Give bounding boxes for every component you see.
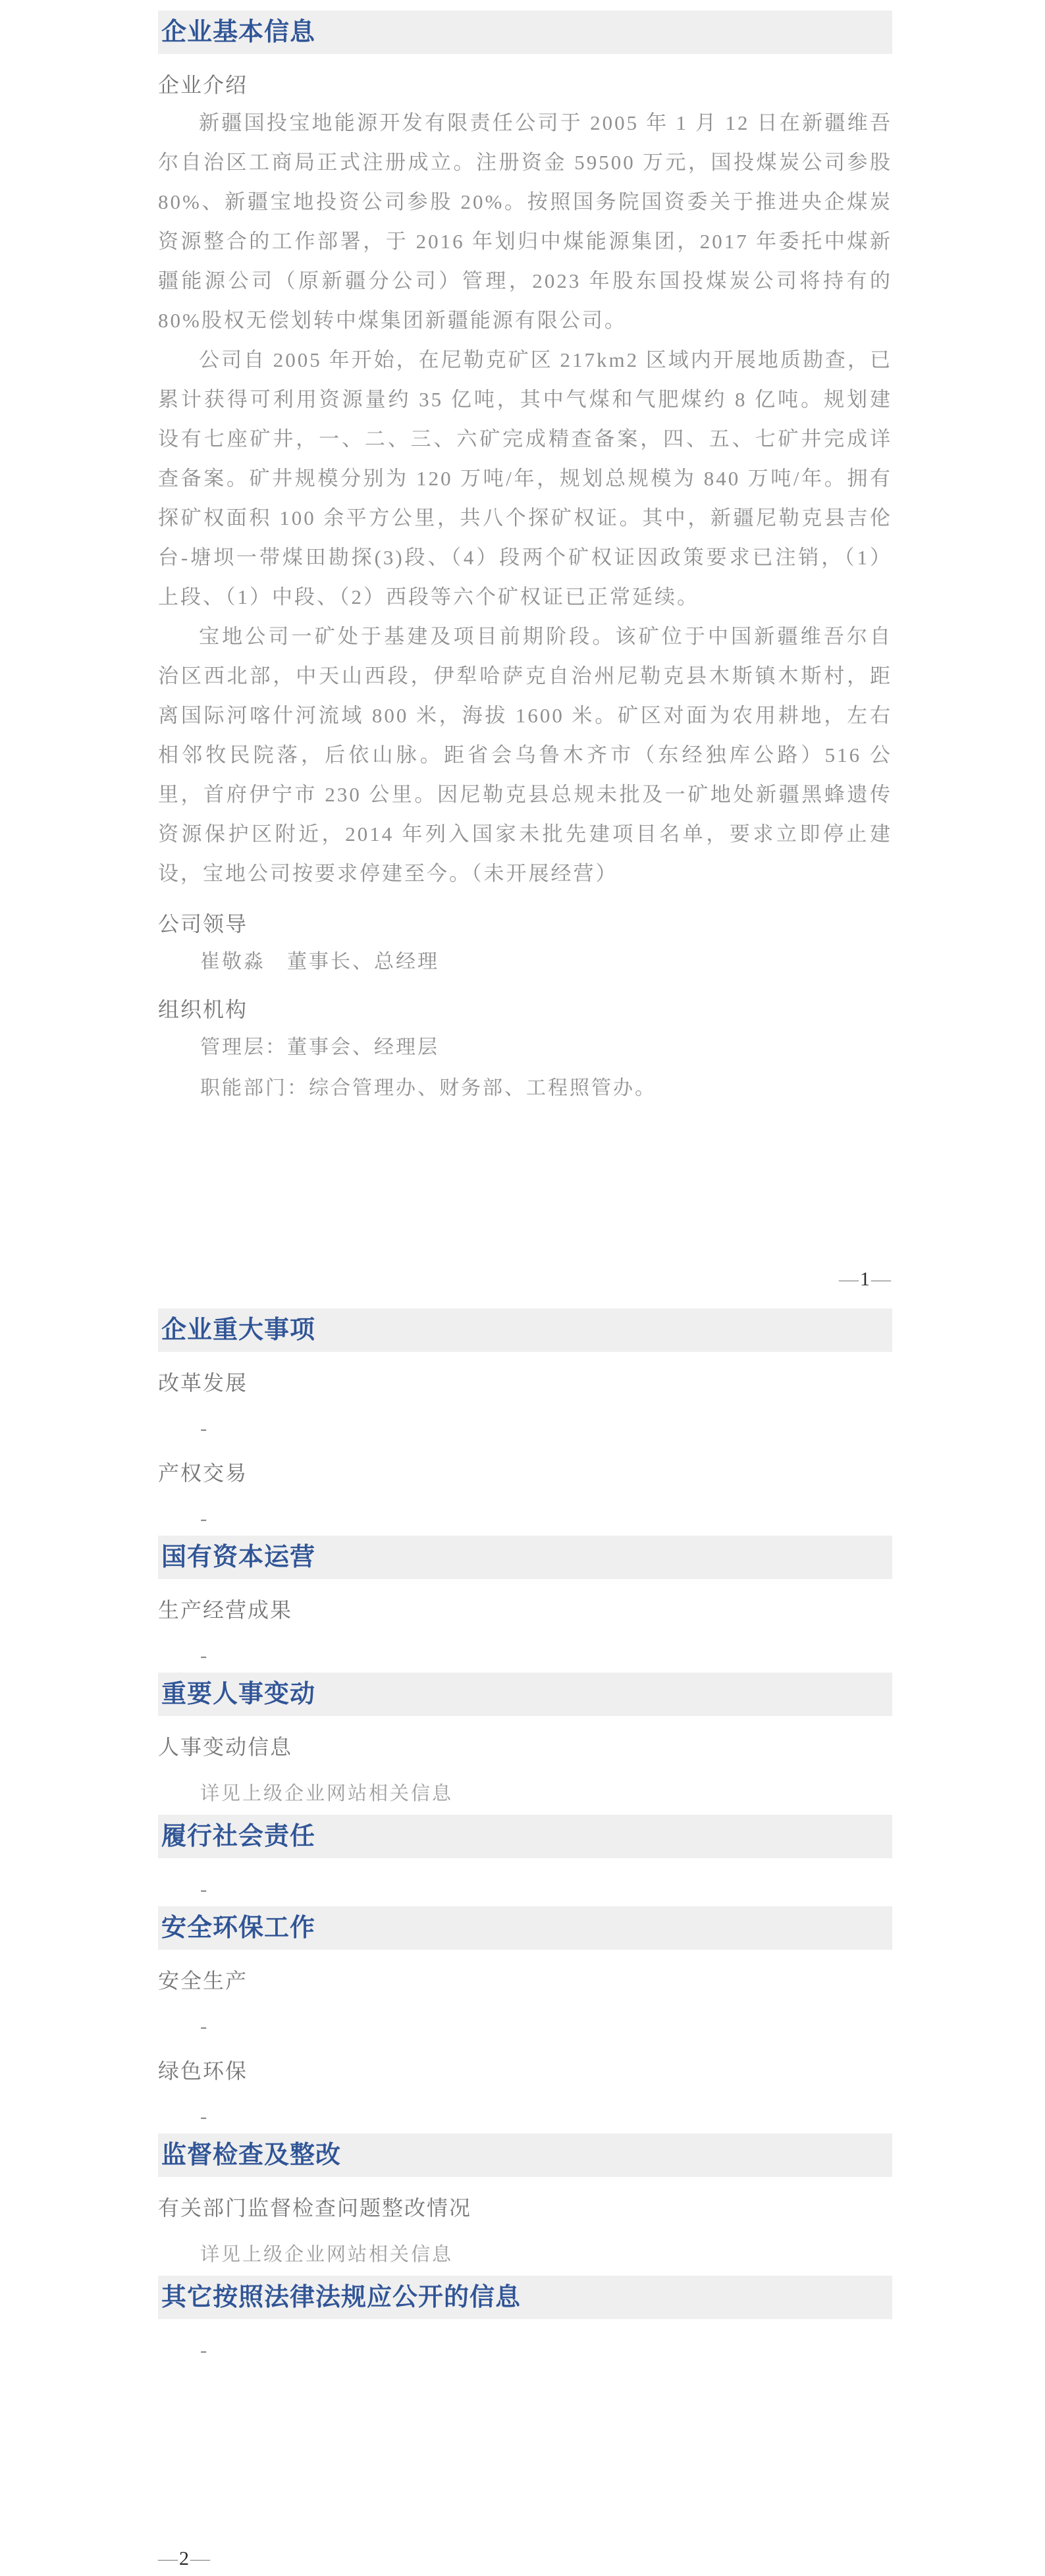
page-number-dash-right: — [871, 1268, 892, 1290]
document-content [158, 0, 892, 2361]
page-number-2 [158, 2547, 211, 2571]
see-parent-site-note: 详见上级企业网站相关信息 [200, 2244, 454, 2265]
placeholder-dash: - [200, 1877, 207, 1900]
subsection-heading-operating-results: 生产经营成果 [158, 1598, 293, 1622]
section-header-title: 其它按照法律法规应公开的信息 [161, 2284, 522, 2311]
section-header-bar-personnel-changes [158, 1673, 892, 1716]
body-paragraph-1: 新疆国投宝地能源开发有限责任公司于 2005 年 1 月 12 日在新疆维吾尔自治区工商局正式注册成立。注册资金 59500 万元，国投煤炭公司参股 80%、新疆宝地投资公司参股 20%。按照国务院国资委关于推进央企煤炭资源整合的工作部署，于 2016 年划归中煤能源集团，2017 年委托中煤新疆能源公司（原新疆分公司）管理，2023 年股东国投煤炭公司将持有的 80%股权无偿划转中煤集团新疆能源有限公司。 [158, 111, 892, 332]
section-header-title: 监督检查及整改 [161, 2141, 342, 2169]
section-header-title: 企业基本信息 [161, 18, 316, 46]
section-header-title: 重要人事变动 [161, 1680, 316, 1708]
section-header-title: 安全环保工作 [161, 1914, 316, 1942]
subsection-heading-inspection-rectification: 有关部门监督检查问题整改情况 [158, 2196, 472, 2220]
subsection-heading-property-trading: 产权交易 [158, 1461, 248, 1485]
page-number-dash-left: — [158, 2548, 179, 2569]
subsection-heading-company-intro: 企业介绍 [158, 73, 248, 97]
page-number-dash-right: — [190, 2548, 211, 2569]
subsection-heading-green-environment: 绿色环保 [158, 2059, 248, 2083]
placeholder-dash: - [200, 1644, 207, 1667]
see-parent-site-note: 详见上级企业网站相关信息 [200, 1783, 454, 1804]
org-management-line: 管理层：董事会、经理层 [200, 1036, 439, 1058]
section-header-bar-basic-info [158, 11, 892, 54]
section-header-title: 履行社会责任 [161, 1823, 316, 1850]
subsection-heading-organization: 组织机构 [158, 998, 248, 1021]
placeholder-dash: - [200, 2014, 207, 2037]
placeholder-dash: - [200, 2338, 207, 2361]
section-header-bar-supervision-rectification [158, 2133, 892, 2177]
org-departments-line: 职能部门：综合管理办、财务部、工程照管办。 [200, 1077, 656, 1099]
subsection-heading-personnel-info: 人事变动信息 [158, 1735, 293, 1759]
section-header-bar-social-responsibility [158, 1815, 892, 1858]
section-header-bar-major-matters [158, 1308, 892, 1352]
placeholder-dash: - [200, 2105, 207, 2128]
section-header-title: 企业重大事项 [161, 1316, 316, 1344]
body-paragraph-3: 宝地公司一矿处于基建及项目前期阶段。该矿位于中国新疆维吾尔自治区西北部，中天山西段，伊犁哈萨克自治州尼勒克县木斯镇木斯村，距离国际河喀什河流域 800 米，海拔 1600 米。矿区对面为农用耕地，左右相邻牧民院落，后依山脉。距省会乌鲁木齐市（东经独库公路）516 公里，首府伊宁市 230 公里。因尼勒克县总规未批及一矿地处新疆黑蜂遗传资源保护区附近，2014 年列入国家未批先建项目名单，要求立即停止建设，宝地公司按要求停建至今。（未开展经营） [158, 625, 892, 885]
subsection-heading-company-leaders: 公司领导 [158, 912, 248, 936]
section-header-title: 国有资本运营 [161, 1543, 316, 1571]
page-number-1 [158, 1268, 892, 1291]
leader-entry: 崔敬淼 董事长、总经理 [200, 951, 439, 973]
placeholder-dash: - [200, 1416, 207, 1439]
page-number-digit: 2 [179, 2548, 190, 2569]
section-header-bar-state-capital [158, 1536, 892, 1579]
section-header-bar-other-legal-disclosure [158, 2276, 892, 2319]
placeholder-dash: - [200, 1507, 207, 1530]
page-number-dash-left: — [839, 1268, 860, 1290]
page-number-digit: 1 [860, 1268, 871, 1290]
section-header-bar-safety-environment [158, 1906, 892, 1950]
subsection-heading-safe-production: 安全生产 [158, 1969, 248, 1993]
body-paragraph-2: 公司自 2005 年开始，在尼勒克矿区 217km2 区域内开展地质勘查，已累计获得可利用资源量约 35 亿吨，其中气煤和气肥煤约 8 亿吨。规划建设有七座矿井，一、二、三、六矿完成精查备案，四、五、七矿井完成详查备案。矿井规模分别为 120 万吨/年，规划总规模为 840 万吨/年。拥有探矿权面积 100 余平方公里，共八个探矿权证。其中，新疆尼勒克县吉伦台-塘坝一带煤田勘探(3)段、（4）段两个矿权证因政策要求已注销，（1）上段、（1）中段、（2）西段等六个矿权证已正常延续。 [158, 348, 892, 608]
subsection-heading-reform-development: 改革发展 [158, 1371, 248, 1395]
